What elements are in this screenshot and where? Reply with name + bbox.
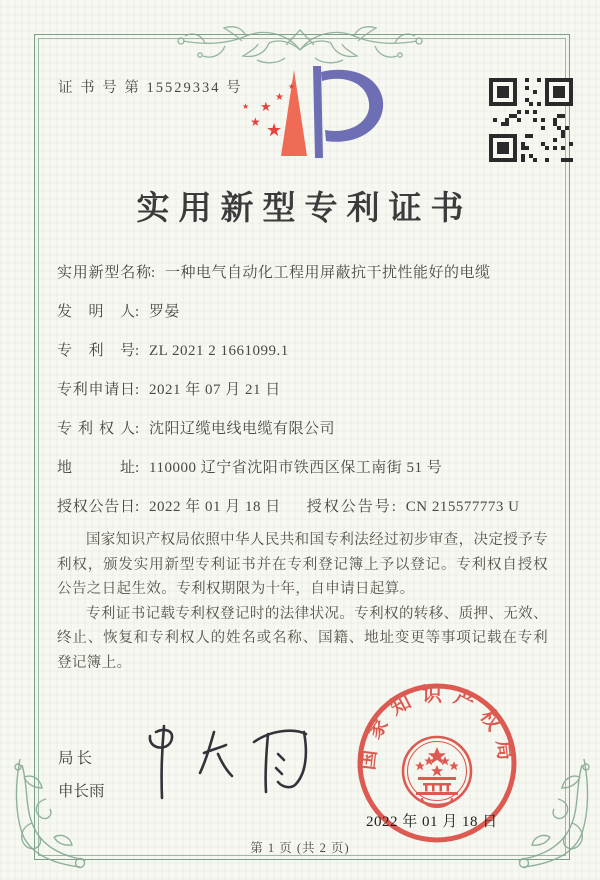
field-value-patentee: 沈阳辽缆电线电缆有限公司: [149, 421, 336, 437]
svg-text:★: ★: [250, 115, 261, 129]
field-row-name: 实用新型名称: 一种电气自动化工程用屏蔽抗干扰性能好的电缆: [57, 262, 550, 301]
field-group-grant-date: 授权公告日: 2022 年 01 月 18 日: [57, 496, 281, 535]
field-row-patent-number: 专利号: ZL 2021 2 1661099.1: [57, 340, 550, 379]
legal-text: [57, 528, 548, 675]
field-row-patentee: 专利权人: 沈阳辽缆电线电缆有限公司: [57, 418, 550, 457]
svg-text:★: ★: [266, 120, 283, 141]
officer-block: [58, 746, 105, 801]
qr-code: [489, 78, 573, 162]
qr-finder-bottom-left: [489, 134, 517, 162]
legal-paragraph-2: 专利证书记载专利权登记时的法律状况。专利权的转移、质押、无效、终止、恢复和专利权人的姓名或名称、国籍、地址变更等事项记载在专利登记簿上。: [57, 605, 548, 671]
field-row-filing-date: 专利申请日: 2021 年 07 月 21 日: [57, 379, 550, 418]
svg-text:★: ★: [275, 92, 284, 103]
qr-finder-top-left: [489, 78, 517, 106]
officer-name: 申长雨: [58, 783, 105, 800]
seal-text: 国家知识产权局: [356, 684, 518, 772]
svg-text:★: ★: [288, 82, 296, 91]
page-number: 第 1 页 (共 2 页): [250, 841, 350, 855]
field-label-inventor: 发明人: [57, 304, 135, 320]
cnipa-logo: [228, 64, 408, 176]
field-row-inventor: 发明人: 罗晏: [57, 301, 550, 340]
seal-date: 2022 年 01 月 18 日: [366, 814, 498, 830]
field-row-address: 地址: 110000 辽宁省沈阳市铁西区保工南街 51 号: [57, 457, 550, 496]
officer-title: 局长: [58, 750, 96, 767]
logo-p-bowl: [321, 70, 383, 142]
svg-text:★: ★: [242, 102, 250, 111]
field-label-patentee: 专利权人: [57, 421, 135, 437]
field-value-grant-number: CN 215577773 U: [405, 499, 520, 515]
field-label-name: 实用新型名称: [57, 265, 151, 281]
national-emblem: [403, 737, 471, 807]
field-label-grant-number: 授权公告号: [306, 499, 392, 515]
field-value-filing-date: 2021 年 07 月 21 日: [149, 382, 281, 398]
certificate-title: 实用新型专利证书: [136, 191, 473, 227]
field-label-address: 地址: [57, 460, 135, 476]
field-group-grant-number: 授权公告号: CN 215577773 U: [306, 499, 520, 515]
logo-p-stem: [313, 66, 323, 158]
field-value-name: 一种电气自动化工程用屏蔽抗干扰性能好的电缆: [165, 265, 491, 281]
officer-signature: [126, 718, 326, 808]
field-value-grant-date: 2022 年 01 月 18 日: [149, 499, 281, 515]
field-list: [57, 262, 550, 535]
field-label-patent-number: 专利号: [57, 343, 135, 359]
qr-finder-top-right: [545, 78, 573, 106]
field-label-grant-date: 授权公告日: [57, 499, 135, 515]
field-value-patent-number: ZL 2021 2 1661099.1: [149, 343, 289, 359]
certificate-number: 证 书 号 第 15529334 号: [58, 80, 243, 96]
legal-paragraph-1: 国家知识产权局依照中华人民共和国专利法经过初步审查，决定授予专利权，颁发实用新型专利证书并在专利登记簿上予以登记。专利权自授权公告之日起生效。专利权期限为十年，自申请日起算。: [57, 532, 548, 597]
field-value-inventor: 罗晏: [149, 304, 181, 320]
svg-text:★: ★: [260, 100, 272, 115]
field-value-address: 110000 辽宁省沈阳市铁西区保工南街 51 号: [149, 460, 443, 476]
top-floral-ornament: [145, 14, 455, 68]
field-label-filing-date: 专利申请日: [57, 382, 135, 398]
